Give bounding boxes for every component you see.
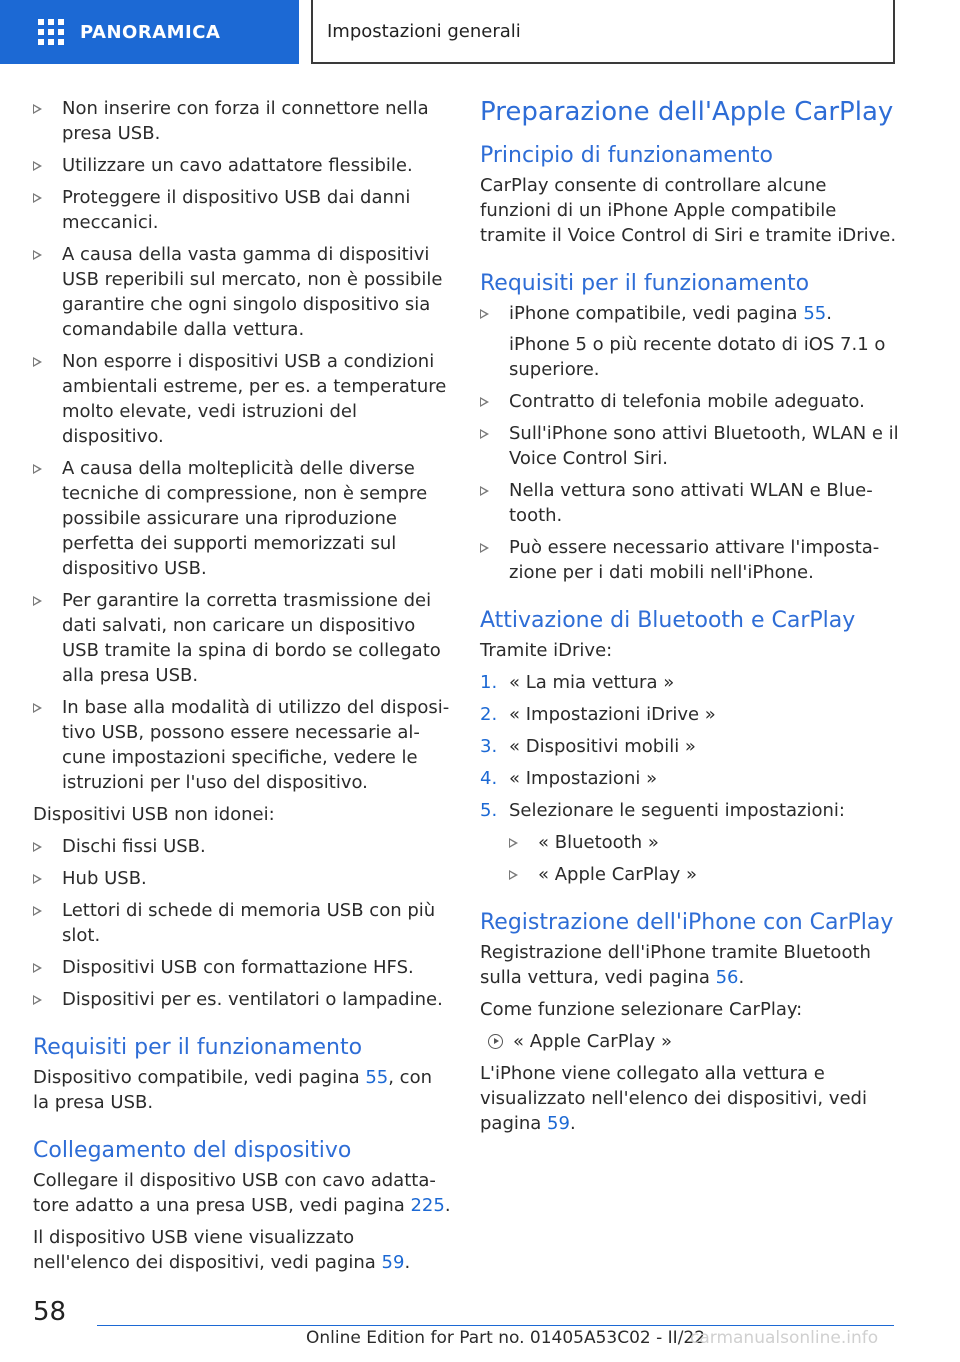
triangle-bullet-icon [480,543,489,553]
triangle-bullet-icon [33,161,42,171]
connection-text: Il dispositivo USB viene visualizzato nell'elenco dei dispositivi, vedi pagina 59. [33,1227,411,1273]
triangle-bullet-icon [480,397,489,407]
page-link[interactable]: 225 [410,1195,445,1216]
list-item: Può essere necessario attivare l'impostazione per i dati mobili nell'iPhone. [480,535,900,585]
section-title-text: Impostazioni generali [327,20,521,42]
list-item: iPhone compatibile, vedi pagina 55. iPhone 5 o più recente dotato di iOS 7.1 o superiore. [480,301,900,382]
overview-nav-label: PANORAMICA [80,21,221,43]
step-number: 1. [480,672,498,693]
grid-menu-icon [38,19,64,45]
step-item: 4. « Impostazioni » [480,768,658,789]
triangle-bullet-icon [33,357,42,367]
page-link[interactable]: 55 [803,303,827,324]
list-item: Non inserire con forza il connettore nella presa USB. [33,96,451,146]
page-link[interactable]: 56 [715,967,739,988]
principle-text: CarPlay consente di controllare alcune funzioni di un iPhone Apple compatibile tramite il Voice Control di Siri e tramite iDrive. [480,175,897,246]
step-number: 5. [480,800,498,821]
list-item: Nella vettura sono attivati WLAN e Bluetooth. [480,478,900,528]
requirements-text: Dispositivo compatibile, vedi pagina 55, con la presa USB. [33,1067,432,1113]
triangle-bullet-icon [33,995,42,1005]
play-circle-icon [488,1034,503,1049]
footer-edition: Online Edition for Part no. 01405A53C02 - II/22 [306,1328,706,1348]
page-link[interactable]: 59 [381,1252,405,1273]
requirement-note: iPhone 5 o più recente dotato di iOS 7.1 o superiore. [509,334,886,380]
page-title: Preparazione dell'Apple CarPlay [480,97,894,127]
list-item: Per garantire la corretta trasmissione dei dati salvati, non caricare un dispositivo USB tramite la spina di bordo se collegato alla presa USB. [33,588,451,688]
step-number: 4. [480,768,498,789]
list-item: In base alla modalità di utilizzo del dispositivo USB, possono essere necessarie alcune impostazioni specifiche, vedere le istruzioni per l'uso del dispositivo. [33,695,451,795]
triangle-bullet-icon [480,486,489,496]
substeps-list [480,830,900,887]
list-item: Lettori di schede di memoria USB con più slot. [33,898,451,948]
triangle-bullet-icon [480,309,489,319]
list-item: Sull'iPhone sono attivi Bluetooth, WLAN e il Voice Control Siri. [480,421,900,471]
registration-text: Registrazione dell'iPhone tramite Bluetooth sulla vettura, vedi pagina 56. [480,942,871,988]
footer-divider [97,1325,894,1326]
activation-intro: Tramite iDrive: [480,640,613,661]
triangle-bullet-icon [33,464,42,474]
connection-text: Collegare il dispositivo USB con cavo adattatore adatto a una presa USB, vedi pagina 225. [33,1170,451,1216]
step-item: 3. « Dispositivi mobili » [480,736,696,757]
step-number: 3. [480,736,498,757]
triangle-bullet-icon [33,842,42,852]
registration-text: L'iPhone viene collegato alla vettura e visualizzato nell'elenco dei dispositivi, vedi pagina 59. [480,1063,867,1134]
left-column [33,96,451,1282]
page-link[interactable]: 59 [547,1113,570,1134]
triangle-bullet-icon [33,906,42,916]
list-item: « Apple CarPlay » [509,862,900,887]
registration-option: « Apple CarPlay » [480,1029,900,1054]
list-item: Dischi fissi USB. [33,834,451,859]
page-number: 58 [33,1297,67,1327]
list-item: Dispositivi USB con formattazione HFS. [33,955,451,980]
connection-heading: Collegamento del dispositivo [33,1138,352,1163]
triangle-bullet-icon [480,429,489,439]
right-column [480,96,900,1143]
section-title [311,0,895,64]
triangle-bullet-icon [33,703,42,713]
triangle-bullet-icon [509,838,518,848]
list-item: A causa della molteplicità delle diverse tecniche di compressione, non è sempre possibile assicurare una riproduzione perfetta dei supporti memorizzati sul dispositivo USB. [33,456,451,581]
triangle-bullet-icon [33,250,42,260]
list-item: Utilizzare un cavo adattatore flessibile. [33,153,451,178]
triangle-bullet-icon [33,874,42,884]
activation-heading: Attivazione di Bluetooth e CarPlay [480,608,856,633]
registration-heading: Registrazione dell'iPhone con CarPlay [480,910,894,935]
overview-nav-button[interactable] [0,0,299,64]
principle-heading: Principio di funzionamento [480,143,773,168]
step-item: 5. Selezionare le seguenti impostazioni: [480,800,845,821]
triangle-bullet-icon [33,963,42,973]
unsuitable-intro: Dispositivi USB non idonei: [33,804,275,825]
step-item: 2. « Impostazioni iDrive » [480,704,716,725]
step-number: 2. [480,704,498,725]
list-item: Hub USB. [33,866,451,891]
list-item: A causa della vasta gamma di dispositivi USB reperibili sul mercato, non è possibile garantire che ogni singolo dispositivo sia comandabile dalla vettura. [33,242,451,342]
page-link[interactable]: 55 [365,1067,389,1088]
list-item: « Bluetooth » [509,830,900,855]
list-item: Non esporre i dispositivi USB a condizioni ambientali estreme, per es. a temperature molto elevate, vedi istruzioni del dispositivo. [33,349,451,449]
list-item: Proteggere il dispositivo USB dai danni meccanici. [33,185,451,235]
watermark: carmanualsonline.info [690,1328,879,1348]
triangle-bullet-icon [33,104,42,114]
list-item: Contratto di telefonia mobile adeguato. [480,389,900,414]
steps-list [480,670,900,823]
triangle-bullet-icon [509,870,518,880]
step-item: 1. « La mia vettura » [480,672,675,693]
registration-text: Come funzione selezionare CarPlay: [480,999,803,1020]
triangle-bullet-icon [33,596,42,606]
requirements-heading: Requisiti per il funzionamento [33,1035,363,1060]
list-item: Dispositivi per es. ventilatori o lampadine. [33,987,451,1012]
requirements-heading: Requisiti per il funzionamento [480,271,810,296]
triangle-bullet-icon [33,193,42,203]
